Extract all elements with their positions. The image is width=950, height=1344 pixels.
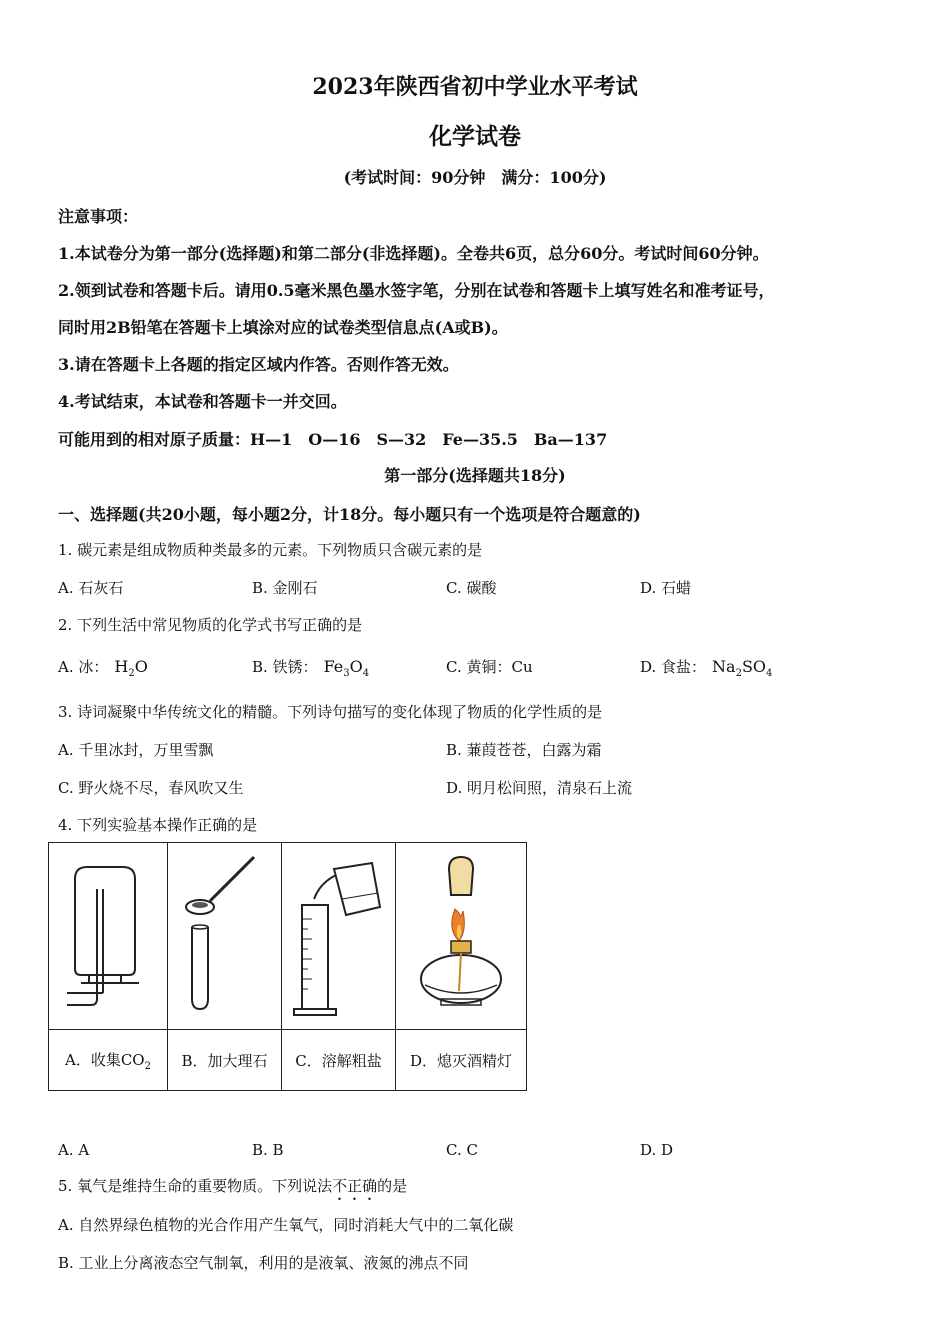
q2-option-a[interactable] <box>58 656 148 679</box>
q3-option-d[interactable]: D. 明月松间照，清泉石上流 <box>446 779 633 797</box>
q2-b-label: B. 铁锈： <box>252 658 318 676</box>
gas-bottle-icon <box>53 849 163 1019</box>
q4-caption-a: A．收集$CO_2$ <box>49 1030 168 1091</box>
q5-option-a[interactable]: A. 自然界绿色植物的光合作用产生氧气，同时消耗大气中的二氧化碳 <box>58 1216 514 1234</box>
q3-stem: 3. 诗词凝聚中华传统文化的精髓。下列诗句描写的变化体现了物质的化学性质的是 <box>58 703 603 721</box>
q4-option-b[interactable]: B. B <box>252 1141 284 1159</box>
q2-option-b[interactable] <box>252 656 369 679</box>
q3-option-b[interactable]: B. 蒹葭苍苍，白露为霜 <box>446 741 602 759</box>
q5-option-b[interactable]: B. 工业上分离液态空气制氧，利用的是液氧、液氮的沸点不同 <box>58 1254 469 1272</box>
q4-option-a[interactable]: A. A <box>58 1141 90 1159</box>
spoon-testtube-icon <box>170 849 280 1019</box>
note-item-3: 3.请在答题卡上各题的指定区域内作答。否则作答无效。 <box>58 355 459 374</box>
q1-option-a[interactable]: A. 石灰石 <box>58 579 124 597</box>
dissolve-salt-figure <box>282 843 396 1030</box>
co2-collection-figure <box>49 843 168 1030</box>
q2-d-label: D. 食盐： <box>640 658 707 676</box>
section-heading: 一、选择题(共20小题，每小题2分，计18分。每小题只有一个选项是符合题意的) <box>58 505 641 524</box>
note-item-2: 2.领到试卷和答题卡后。请用0.5毫米黑色墨水签字笔，分别在试卷和答题卡上填写姓名和准考证号， <box>58 281 775 300</box>
extinguish-lamp-figure <box>396 843 527 1030</box>
exam-title: 2023年陕西省初中学业水平考试 <box>312 74 638 100</box>
q1-stem: 1. 碳元素是组成物质种类最多的元素。下列物质只含碳元素的是 <box>58 541 483 559</box>
exam-info: (考试时间：90分钟 满分：100分) <box>343 168 607 187</box>
alcohol-lamp-icon <box>401 849 521 1019</box>
q2-a-label: A. 冰： <box>58 658 109 676</box>
notes-heading: 注意事项： <box>58 207 139 226</box>
q4-option-d[interactable]: D. D <box>640 1141 674 1159</box>
q2-b-formula: $Fe_3O_4$ <box>323 657 370 680</box>
note-item-1: 1.本试卷分为第一部分(选择题)和第二部分(非选择题)。全卷共6页，总分60分。考试时间60分钟。 <box>58 244 769 263</box>
q5-stem: 5. 氧气是维持生命的重要物质。下列说法不正确的是 <box>58 1177 408 1195</box>
q4-figure-table <box>48 842 527 1091</box>
q2-c-formula: Cu <box>511 658 533 676</box>
q1-option-c[interactable]: C. 碳酸 <box>446 579 497 597</box>
q1-option-d[interactable]: D. 石蜡 <box>640 579 692 597</box>
q5-emphasis: 不正确 <box>332 1177 378 1195</box>
q2-c-label: C. 黄铜： <box>446 658 512 676</box>
note-item-2-cont: 同时用2B铅笔在答题卡上填涂对应的试卷类型信息点(A或B)。 <box>58 318 508 337</box>
q4-stem: 4. 下列实验基本操作正确的是 <box>58 816 258 834</box>
q4-caption-c: C．溶解粗盐 <box>282 1030 396 1091</box>
q4-option-c[interactable]: C. C <box>446 1141 478 1159</box>
atomic-masses: 可能用到的相对原子质量：H—1 O—16 S—32 Fe—35.5 Ba—137 <box>58 430 608 449</box>
q1-option-b[interactable]: B. 金刚石 <box>252 579 318 597</box>
q2-option-c[interactable] <box>446 656 533 677</box>
q3-option-a[interactable]: A. 千里冰封，万里雪飘 <box>58 741 214 759</box>
q2-a-formula: $H_2O$ <box>114 657 148 680</box>
note-item-4: 4.考试结束，本试卷和答题卡一并交回。 <box>58 392 347 411</box>
add-marble-figure <box>168 843 282 1030</box>
part1-heading: 第一部分(选择题共18分) <box>384 466 566 485</box>
q2-stem: 2. 下列生活中常见物质的化学式书写正确的是 <box>58 616 363 634</box>
graduated-cylinder-icon <box>284 849 394 1019</box>
q2-option-d[interactable] <box>640 656 772 679</box>
q2-d-formula: $Na_2SO_4$ <box>712 657 773 680</box>
q4-caption-d: D．熄灭酒精灯 <box>396 1030 527 1091</box>
exam-subtitle: 化学试卷 <box>429 123 521 150</box>
q3-option-c[interactable]: C. 野火烧不尽，春风吹又生 <box>58 779 244 797</box>
q4-caption-b: B．加大理石 <box>168 1030 282 1091</box>
